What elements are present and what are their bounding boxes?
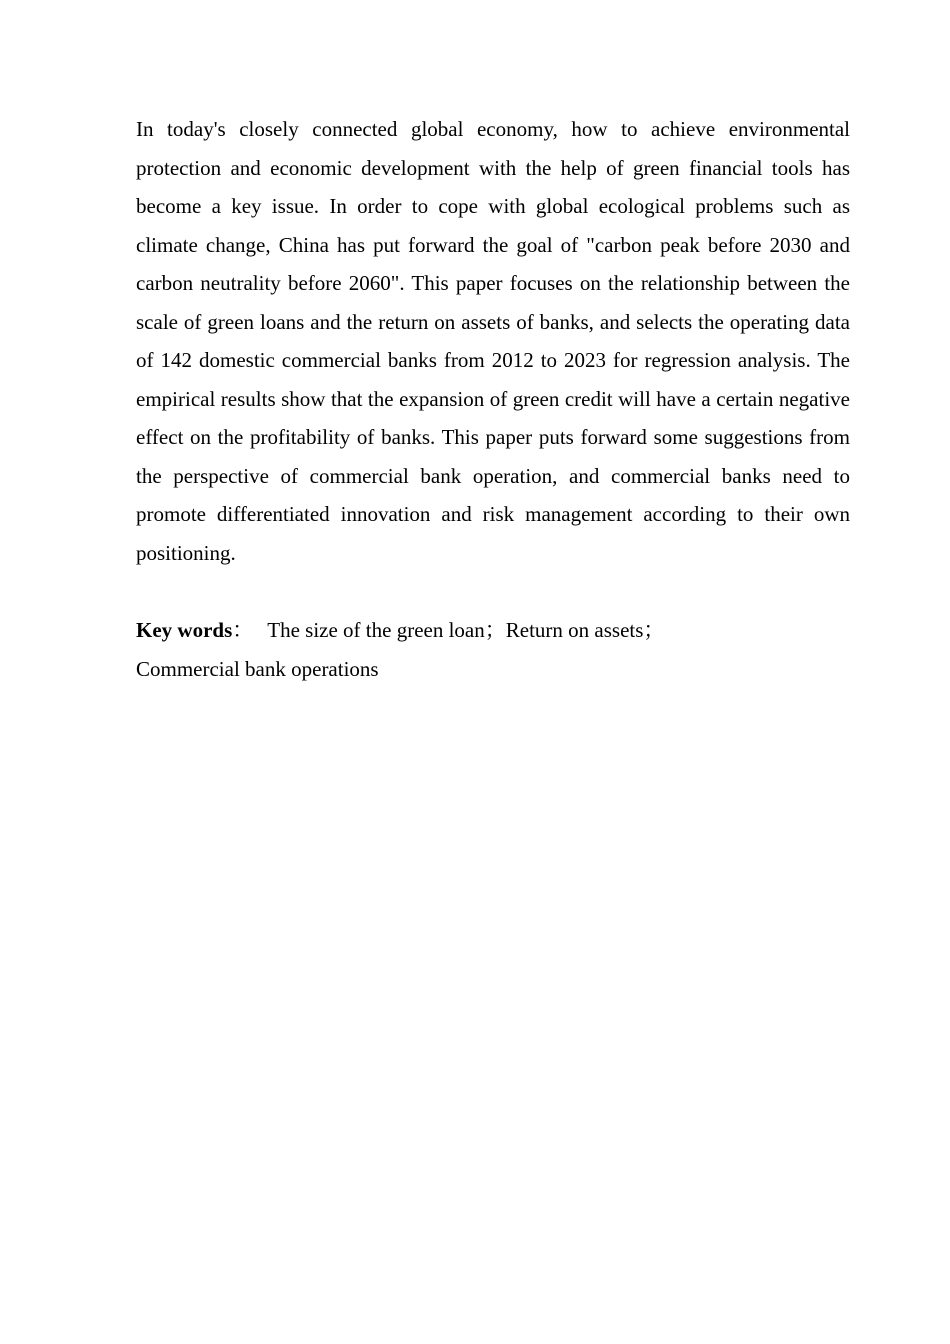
keyword-item: Commercial bank operations bbox=[136, 656, 379, 681]
keywords-label-separator: ： bbox=[232, 618, 254, 642]
abstract-paragraph: In today's closely connected global economy, how to achieve environmental protection and economic development with the help of green financial tools has become a key issue. In order to cope with global ecological problems such as climate change, China has put forward the goal of "carbon peak before 2030 and carbon neutrality before 2060". This paper focuses on the relationship between the scale of green loans and the return on assets of banks, and selects the operating data of 142 domestic commercial banks from 2012 to 2023 for regression analysis. The empirical results show that the expansion of green credit will have a certain negative effect on the profitability of banks. This paper puts forward some suggestions from the perspective of commercial bank operation, and commercial banks need to promote differentiated innovation and risk management according to their own positioning. bbox=[136, 117, 850, 565]
keyword-item: The size of the green loan bbox=[267, 618, 485, 642]
keywords-line bbox=[136, 611, 696, 688]
keyword-separator: ； bbox=[484, 618, 506, 642]
keyword-separator: ； bbox=[643, 618, 665, 642]
keyword-item: Return on assets bbox=[505, 618, 644, 642]
document-page bbox=[136, 110, 850, 688]
keywords-label: Key words bbox=[136, 618, 233, 642]
